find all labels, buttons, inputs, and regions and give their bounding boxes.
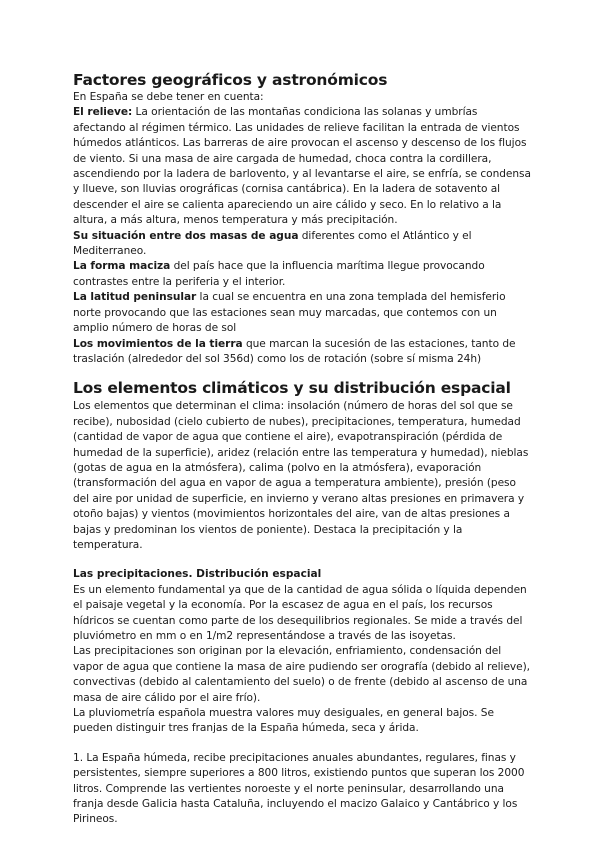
document-content xyxy=(73,71,533,828)
relieve-text: La orientación de las montañas condiciona las solanas y umbrías afectando al régimen térmico. Las unidades de relieve facilitan la entrada de vientos húmedos atlánticos. Las barreras de aire provocan el ascenso y descenso de los flujos de viento. Si una masa de aire cargada de humedad, choca contra la cordillera, ascendiendo por la ladera de barlovento, y al levantarse el aire, se enfría, se condensa y llueve, son lluvias orográficas (cornisa cantábrica). En la ladera de sotavento al descender el aire se calienta apareciendo un aire cálido y seco. En lo relativo a la altura, a más altura, menos temperatura y más precipitación. xyxy=(73,106,531,227)
precipitaciones-paragraph-3: La pluviometría española muestra valores muy desiguales, en general bajos. Se pueden distinguir tres franjas de la España húmeda, seca y árida. xyxy=(73,707,494,735)
forma-paragraph xyxy=(73,259,533,290)
section-title-factores: Factores geográficos y astronómicos xyxy=(73,71,388,89)
situacion-paragraph xyxy=(73,229,533,260)
elementos-paragraph: Los elementos que determinan el clima: insolación (número de horas del sol que se recibe), nubosidad (cielo cubierto de nubes), precipitaciones, temperatura, humedad (cantidad de vapor de agua que contiene el aire), evapotranspiración (pérdida de humedad de la superficie), aridez (relación entre las temperatura y humedad), nieblas (gotas de agua en la atmósfera), calima (polvo en la atmósfera), evaporación (transformación del agua en vapor de agua a temperatura ambiente), presión (peso del aire por unidad de superficie, en invierno y verano altas presiones en primavera y otoño bajas) y vientos (movimientos horizontales del aire, van de altas presiones a bajas y predominan los vientos de poniente). Destaca la precipitación y la temperatura. xyxy=(73,400,529,551)
situacion-label: Su situación entre dos masas de agua xyxy=(73,229,299,242)
latitud-text: la cual se encuentra en una zona templada del hemisferio norte provocando que las estaciones sean muy marcadas, que contemos con un amplio número de horas de sol xyxy=(73,291,506,335)
relieve-label: El relieve: xyxy=(73,106,133,119)
latitud-paragraph xyxy=(73,290,533,336)
movimientos-paragraph xyxy=(73,337,533,368)
espana-humeda-paragraph: 1. La España húmeda, recibe precipitaciones anuales abundantes, regulares, finas y persistentes, siempre superiores a 800 litros, existiendo puntos que superan los 2000 litros. Comprende las vertientes noroeste y el norte peninsular, desarrollando una franja desde Galicia hasta Cataluña, incluyendo el macizo Galaico y Cantábrico y los Pirineos. xyxy=(73,751,525,826)
section-title-elementos: Los elementos climáticos y su distribución espacial xyxy=(73,379,511,398)
situacion-text: diferentes como el Atlántico y el Mediterraneo. xyxy=(73,229,472,258)
subsection-title-precipitaciones: Las precipitaciones. Distribución espacial xyxy=(73,568,322,581)
movimientos-text: que marcan la sucesión de las estaciones, tanto de traslación (alrededor del sol 356d) como los de rotación (sobre sí misma 24h) xyxy=(73,337,516,365)
precipitaciones-paragraph-2: Las precipitaciones son originan por la elevación, enfriamiento, condensación del vapor de agua que contiene la masa de aire pudiendo ser orografía (debido al relieve), convectivas (debido al calentamiento del suelo) o de frente (debido al ascenso de una masa de aire cálido por el aire frío). xyxy=(73,645,531,704)
precipitaciones-paragraph-1: Es un elemento fundamental ya que de la cantidad de agua sólida o líquida dependen el paisaje vegetal y la economía. Por la escasez de agua en el país, los recursos hídricos se cuentan como parte de los desequilibrios regionales. Se mide a través del pluviómetro en mm o en 1/m2 representándose a través de las isoyetas. xyxy=(73,583,527,642)
forma-label: La forma maciza xyxy=(73,260,171,273)
forma-text: del país hace que la influencia marítima llegue provocando contrastes entre la periferia y el interior. xyxy=(73,260,485,288)
relieve-paragraph xyxy=(73,105,533,228)
intro-paragraph: En España se debe tener en cuenta: xyxy=(73,91,264,103)
movimientos-label: Los movimientos de la tierra xyxy=(73,337,243,350)
latitud-label: La latitud peninsular xyxy=(73,291,197,304)
